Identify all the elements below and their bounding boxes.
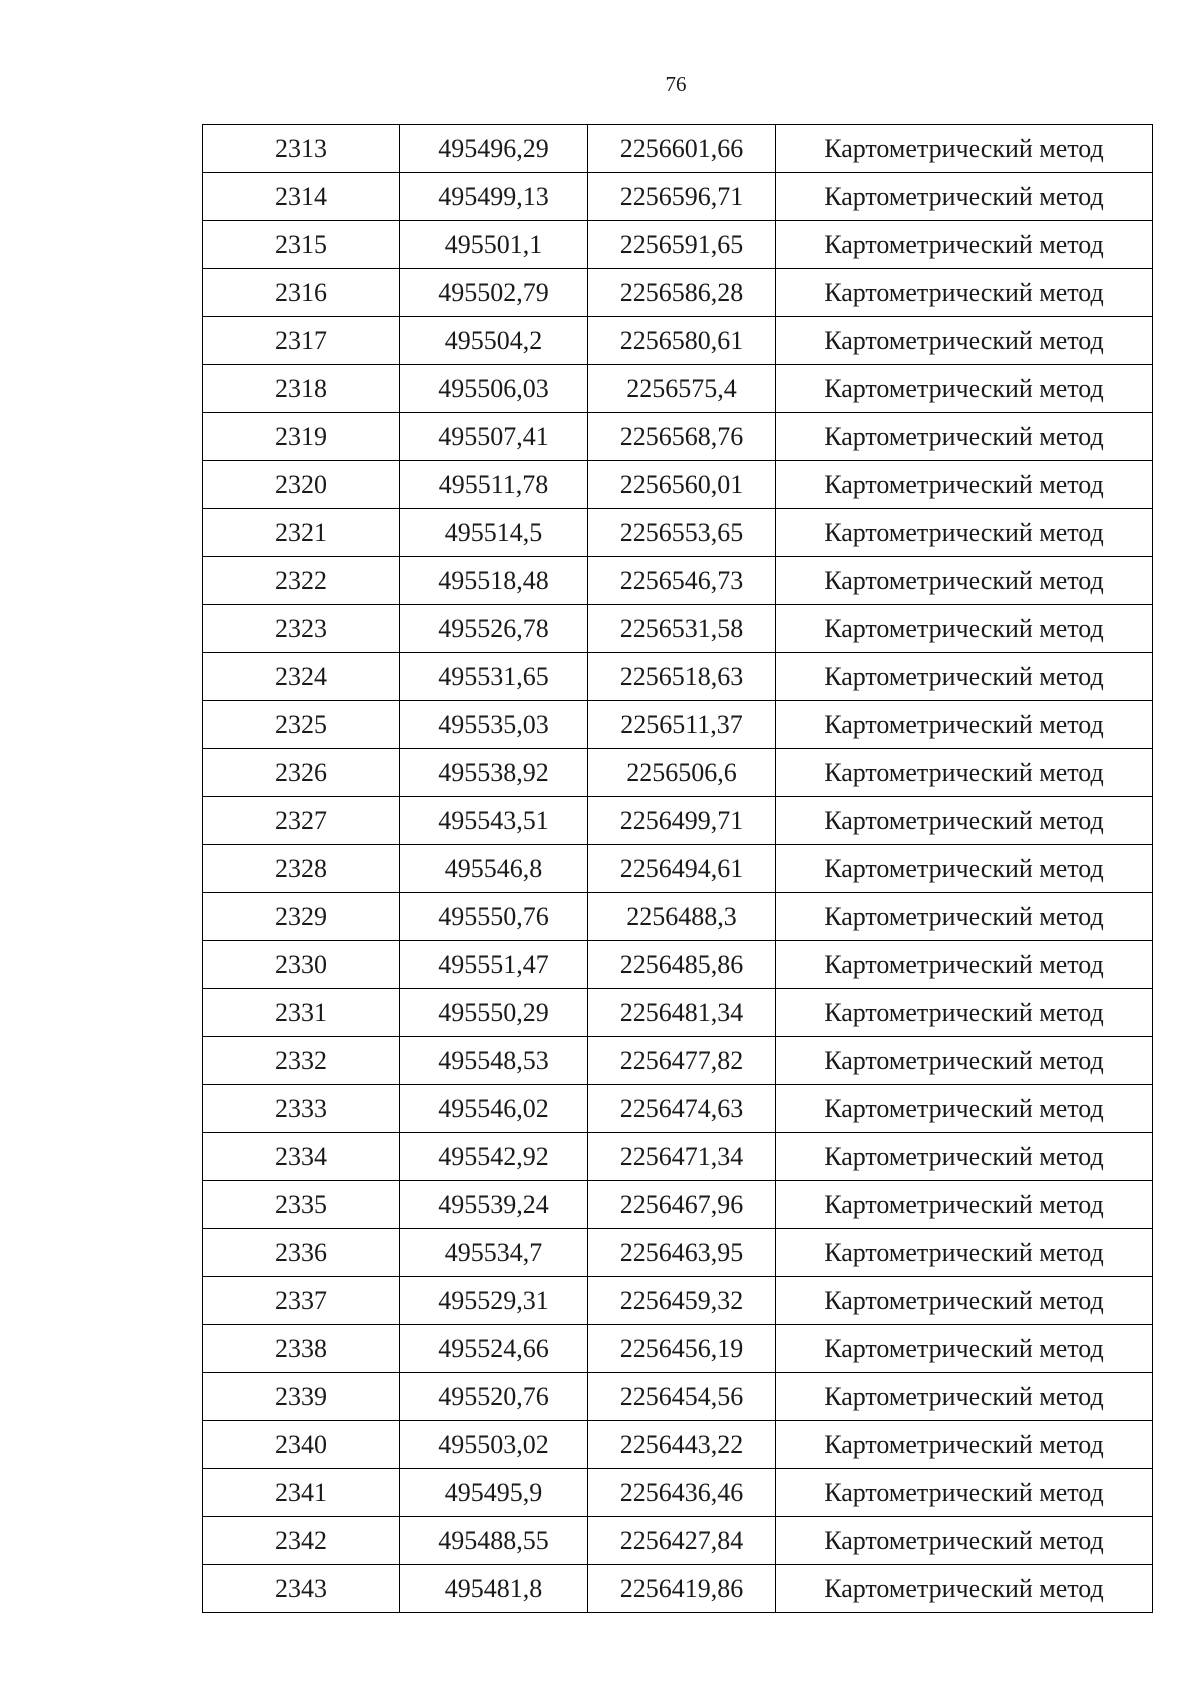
method-cell: Картометрический метод <box>776 941 1153 989</box>
method-cell: Картометрический метод <box>776 1325 1153 1373</box>
x-coordinate-cell: 495504,2 <box>400 317 588 365</box>
x-coordinate-cell: 495520,76 <box>400 1373 588 1421</box>
point-number-cell: 2327 <box>203 797 400 845</box>
point-number-cell: 2317 <box>203 317 400 365</box>
point-number-cell: 2316 <box>203 269 400 317</box>
page-number: 76 <box>665 72 687 96</box>
method-cell: Картометрический метод <box>776 1085 1153 1133</box>
method-cell: Картометрический метод <box>776 509 1153 557</box>
point-number-cell: 2329 <box>203 893 400 941</box>
y-coordinate-cell: 2256467,96 <box>588 1181 776 1229</box>
point-number-cell: 2336 <box>203 1229 400 1277</box>
method-cell: Картометрический метод <box>776 317 1153 365</box>
y-coordinate-cell: 2256499,71 <box>588 797 776 845</box>
table-row <box>203 605 1153 653</box>
x-coordinate-cell: 495542,92 <box>400 1133 588 1181</box>
y-coordinate-cell: 2256481,34 <box>588 989 776 1037</box>
x-coordinate-cell: 495550,29 <box>400 989 588 1037</box>
table-row <box>203 1229 1153 1277</box>
table-row <box>203 557 1153 605</box>
table-row <box>203 1469 1153 1517</box>
y-coordinate-cell: 2256419,86 <box>588 1565 776 1613</box>
method-cell: Картометрический метод <box>776 1565 1153 1613</box>
y-coordinate-cell: 2256568,76 <box>588 413 776 461</box>
x-coordinate-cell: 495535,03 <box>400 701 588 749</box>
x-coordinate-cell: 495546,8 <box>400 845 588 893</box>
y-coordinate-cell: 2256553,65 <box>588 509 776 557</box>
method-cell: Картометрический метод <box>776 557 1153 605</box>
point-number-cell: 2319 <box>203 413 400 461</box>
table-row <box>203 1421 1153 1469</box>
coordinates-table <box>202 124 1153 1613</box>
point-number-cell: 2341 <box>203 1469 400 1517</box>
x-coordinate-cell: 495546,02 <box>400 1085 588 1133</box>
x-coordinate-cell: 495518,48 <box>400 557 588 605</box>
x-coordinate-cell: 495507,41 <box>400 413 588 461</box>
point-number-cell: 2322 <box>203 557 400 605</box>
y-coordinate-cell: 2256459,32 <box>588 1277 776 1325</box>
table-row <box>203 893 1153 941</box>
table-row <box>203 1181 1153 1229</box>
y-coordinate-cell: 2256427,84 <box>588 1517 776 1565</box>
y-coordinate-cell: 2256560,01 <box>588 461 776 509</box>
y-coordinate-cell: 2256474,63 <box>588 1085 776 1133</box>
point-number-cell: 2334 <box>203 1133 400 1181</box>
x-coordinate-cell: 495496,29 <box>400 125 588 173</box>
table-row <box>203 989 1153 1037</box>
y-coordinate-cell: 2256575,4 <box>588 365 776 413</box>
method-cell: Картометрический метод <box>776 125 1153 173</box>
x-coordinate-cell: 495551,47 <box>400 941 588 989</box>
y-coordinate-cell: 2256601,66 <box>588 125 776 173</box>
point-number-cell: 2313 <box>203 125 400 173</box>
y-coordinate-cell: 2256494,61 <box>588 845 776 893</box>
x-coordinate-cell: 495529,31 <box>400 1277 588 1325</box>
method-cell: Картометрический метод <box>776 1133 1153 1181</box>
method-cell: Картометрический метод <box>776 893 1153 941</box>
table-row <box>203 1517 1153 1565</box>
table-row <box>203 797 1153 845</box>
point-number-cell: 2339 <box>203 1373 400 1421</box>
y-coordinate-cell: 2256463,95 <box>588 1229 776 1277</box>
method-cell: Картометрический метод <box>776 605 1153 653</box>
point-number-cell: 2330 <box>203 941 400 989</box>
y-coordinate-cell: 2256506,6 <box>588 749 776 797</box>
x-coordinate-cell: 495502,79 <box>400 269 588 317</box>
table-row <box>203 125 1153 173</box>
table-row <box>203 941 1153 989</box>
table-row <box>203 1133 1153 1181</box>
y-coordinate-cell: 2256471,34 <box>588 1133 776 1181</box>
table-row <box>203 1085 1153 1133</box>
x-coordinate-cell: 495514,5 <box>400 509 588 557</box>
point-number-cell: 2331 <box>203 989 400 1037</box>
x-coordinate-cell: 495538,92 <box>400 749 588 797</box>
method-cell: Картометрический метод <box>776 749 1153 797</box>
y-coordinate-cell: 2256531,58 <box>588 605 776 653</box>
coordinates-table-body <box>203 125 1153 1613</box>
y-coordinate-cell: 2256436,46 <box>588 1469 776 1517</box>
y-coordinate-cell: 2256586,28 <box>588 269 776 317</box>
y-coordinate-cell: 2256591,65 <box>588 221 776 269</box>
method-cell: Картометрический метод <box>776 1181 1153 1229</box>
table-row <box>203 1277 1153 1325</box>
y-coordinate-cell: 2256596,71 <box>588 173 776 221</box>
y-coordinate-cell: 2256488,3 <box>588 893 776 941</box>
method-cell: Картометрический метод <box>776 173 1153 221</box>
point-number-cell: 2324 <box>203 653 400 701</box>
method-cell: Картометрический метод <box>776 1469 1153 1517</box>
method-cell: Картометрический метод <box>776 701 1153 749</box>
x-coordinate-cell: 495488,55 <box>400 1517 588 1565</box>
table-row <box>203 701 1153 749</box>
point-number-cell: 2332 <box>203 1037 400 1085</box>
method-cell: Картометрический метод <box>776 1277 1153 1325</box>
table-row <box>203 269 1153 317</box>
method-cell: Картометрический метод <box>776 1229 1153 1277</box>
table-row <box>203 1565 1153 1613</box>
table-row <box>203 221 1153 269</box>
table-row <box>203 173 1153 221</box>
point-number-cell: 2323 <box>203 605 400 653</box>
x-coordinate-cell: 495481,8 <box>400 1565 588 1613</box>
point-number-cell: 2343 <box>203 1565 400 1613</box>
method-cell: Картометрический метод <box>776 413 1153 461</box>
method-cell: Картометрический метод <box>776 989 1153 1037</box>
point-number-cell: 2325 <box>203 701 400 749</box>
x-coordinate-cell: 495503,02 <box>400 1421 588 1469</box>
y-coordinate-cell: 2256580,61 <box>588 317 776 365</box>
x-coordinate-cell: 495534,7 <box>400 1229 588 1277</box>
table-row <box>203 317 1153 365</box>
x-coordinate-cell: 495499,13 <box>400 173 588 221</box>
x-coordinate-cell: 495548,53 <box>400 1037 588 1085</box>
method-cell: Картометрический метод <box>776 365 1153 413</box>
table-row <box>203 461 1153 509</box>
method-cell: Картометрический метод <box>776 461 1153 509</box>
point-number-cell: 2333 <box>203 1085 400 1133</box>
y-coordinate-cell: 2256477,82 <box>588 1037 776 1085</box>
table-row <box>203 365 1153 413</box>
method-cell: Картометрический метод <box>776 1373 1153 1421</box>
table-row <box>203 653 1153 701</box>
x-coordinate-cell: 495526,78 <box>400 605 588 653</box>
y-coordinate-cell: 2256485,86 <box>588 941 776 989</box>
y-coordinate-cell: 2256454,56 <box>588 1373 776 1421</box>
x-coordinate-cell: 495495,9 <box>400 1469 588 1517</box>
method-cell: Картометрический метод <box>776 653 1153 701</box>
table-row <box>203 1325 1153 1373</box>
point-number-cell: 2335 <box>203 1181 400 1229</box>
point-number-cell: 2337 <box>203 1277 400 1325</box>
y-coordinate-cell: 2256443,22 <box>588 1421 776 1469</box>
table-row <box>203 845 1153 893</box>
method-cell: Картометрический метод <box>776 221 1153 269</box>
x-coordinate-cell: 495506,03 <box>400 365 588 413</box>
method-cell: Картометрический метод <box>776 1421 1153 1469</box>
y-coordinate-cell: 2256546,73 <box>588 557 776 605</box>
x-coordinate-cell: 495511,78 <box>400 461 588 509</box>
x-coordinate-cell: 495543,51 <box>400 797 588 845</box>
y-coordinate-cell: 2256511,37 <box>588 701 776 749</box>
point-number-cell: 2342 <box>203 1517 400 1565</box>
point-number-cell: 2321 <box>203 509 400 557</box>
x-coordinate-cell: 495531,65 <box>400 653 588 701</box>
method-cell: Картометрический метод <box>776 269 1153 317</box>
y-coordinate-cell: 2256518,63 <box>588 653 776 701</box>
x-coordinate-cell: 495550,76 <box>400 893 588 941</box>
table-row <box>203 509 1153 557</box>
x-coordinate-cell: 495524,66 <box>400 1325 588 1373</box>
point-number-cell: 2328 <box>203 845 400 893</box>
x-coordinate-cell: 495501,1 <box>400 221 588 269</box>
point-number-cell: 2315 <box>203 221 400 269</box>
point-number-cell: 2320 <box>203 461 400 509</box>
point-number-cell: 2318 <box>203 365 400 413</box>
point-number-cell: 2340 <box>203 1421 400 1469</box>
method-cell: Картометрический метод <box>776 1037 1153 1085</box>
y-coordinate-cell: 2256456,19 <box>588 1325 776 1373</box>
method-cell: Картометрический метод <box>776 797 1153 845</box>
point-number-cell: 2326 <box>203 749 400 797</box>
point-number-cell: 2314 <box>203 173 400 221</box>
table-row <box>203 1373 1153 1421</box>
x-coordinate-cell: 495539,24 <box>400 1181 588 1229</box>
table-row <box>203 749 1153 797</box>
method-cell: Картометрический метод <box>776 1517 1153 1565</box>
table-row <box>203 1037 1153 1085</box>
point-number-cell: 2338 <box>203 1325 400 1373</box>
method-cell: Картометрический метод <box>776 845 1153 893</box>
table-row <box>203 413 1153 461</box>
